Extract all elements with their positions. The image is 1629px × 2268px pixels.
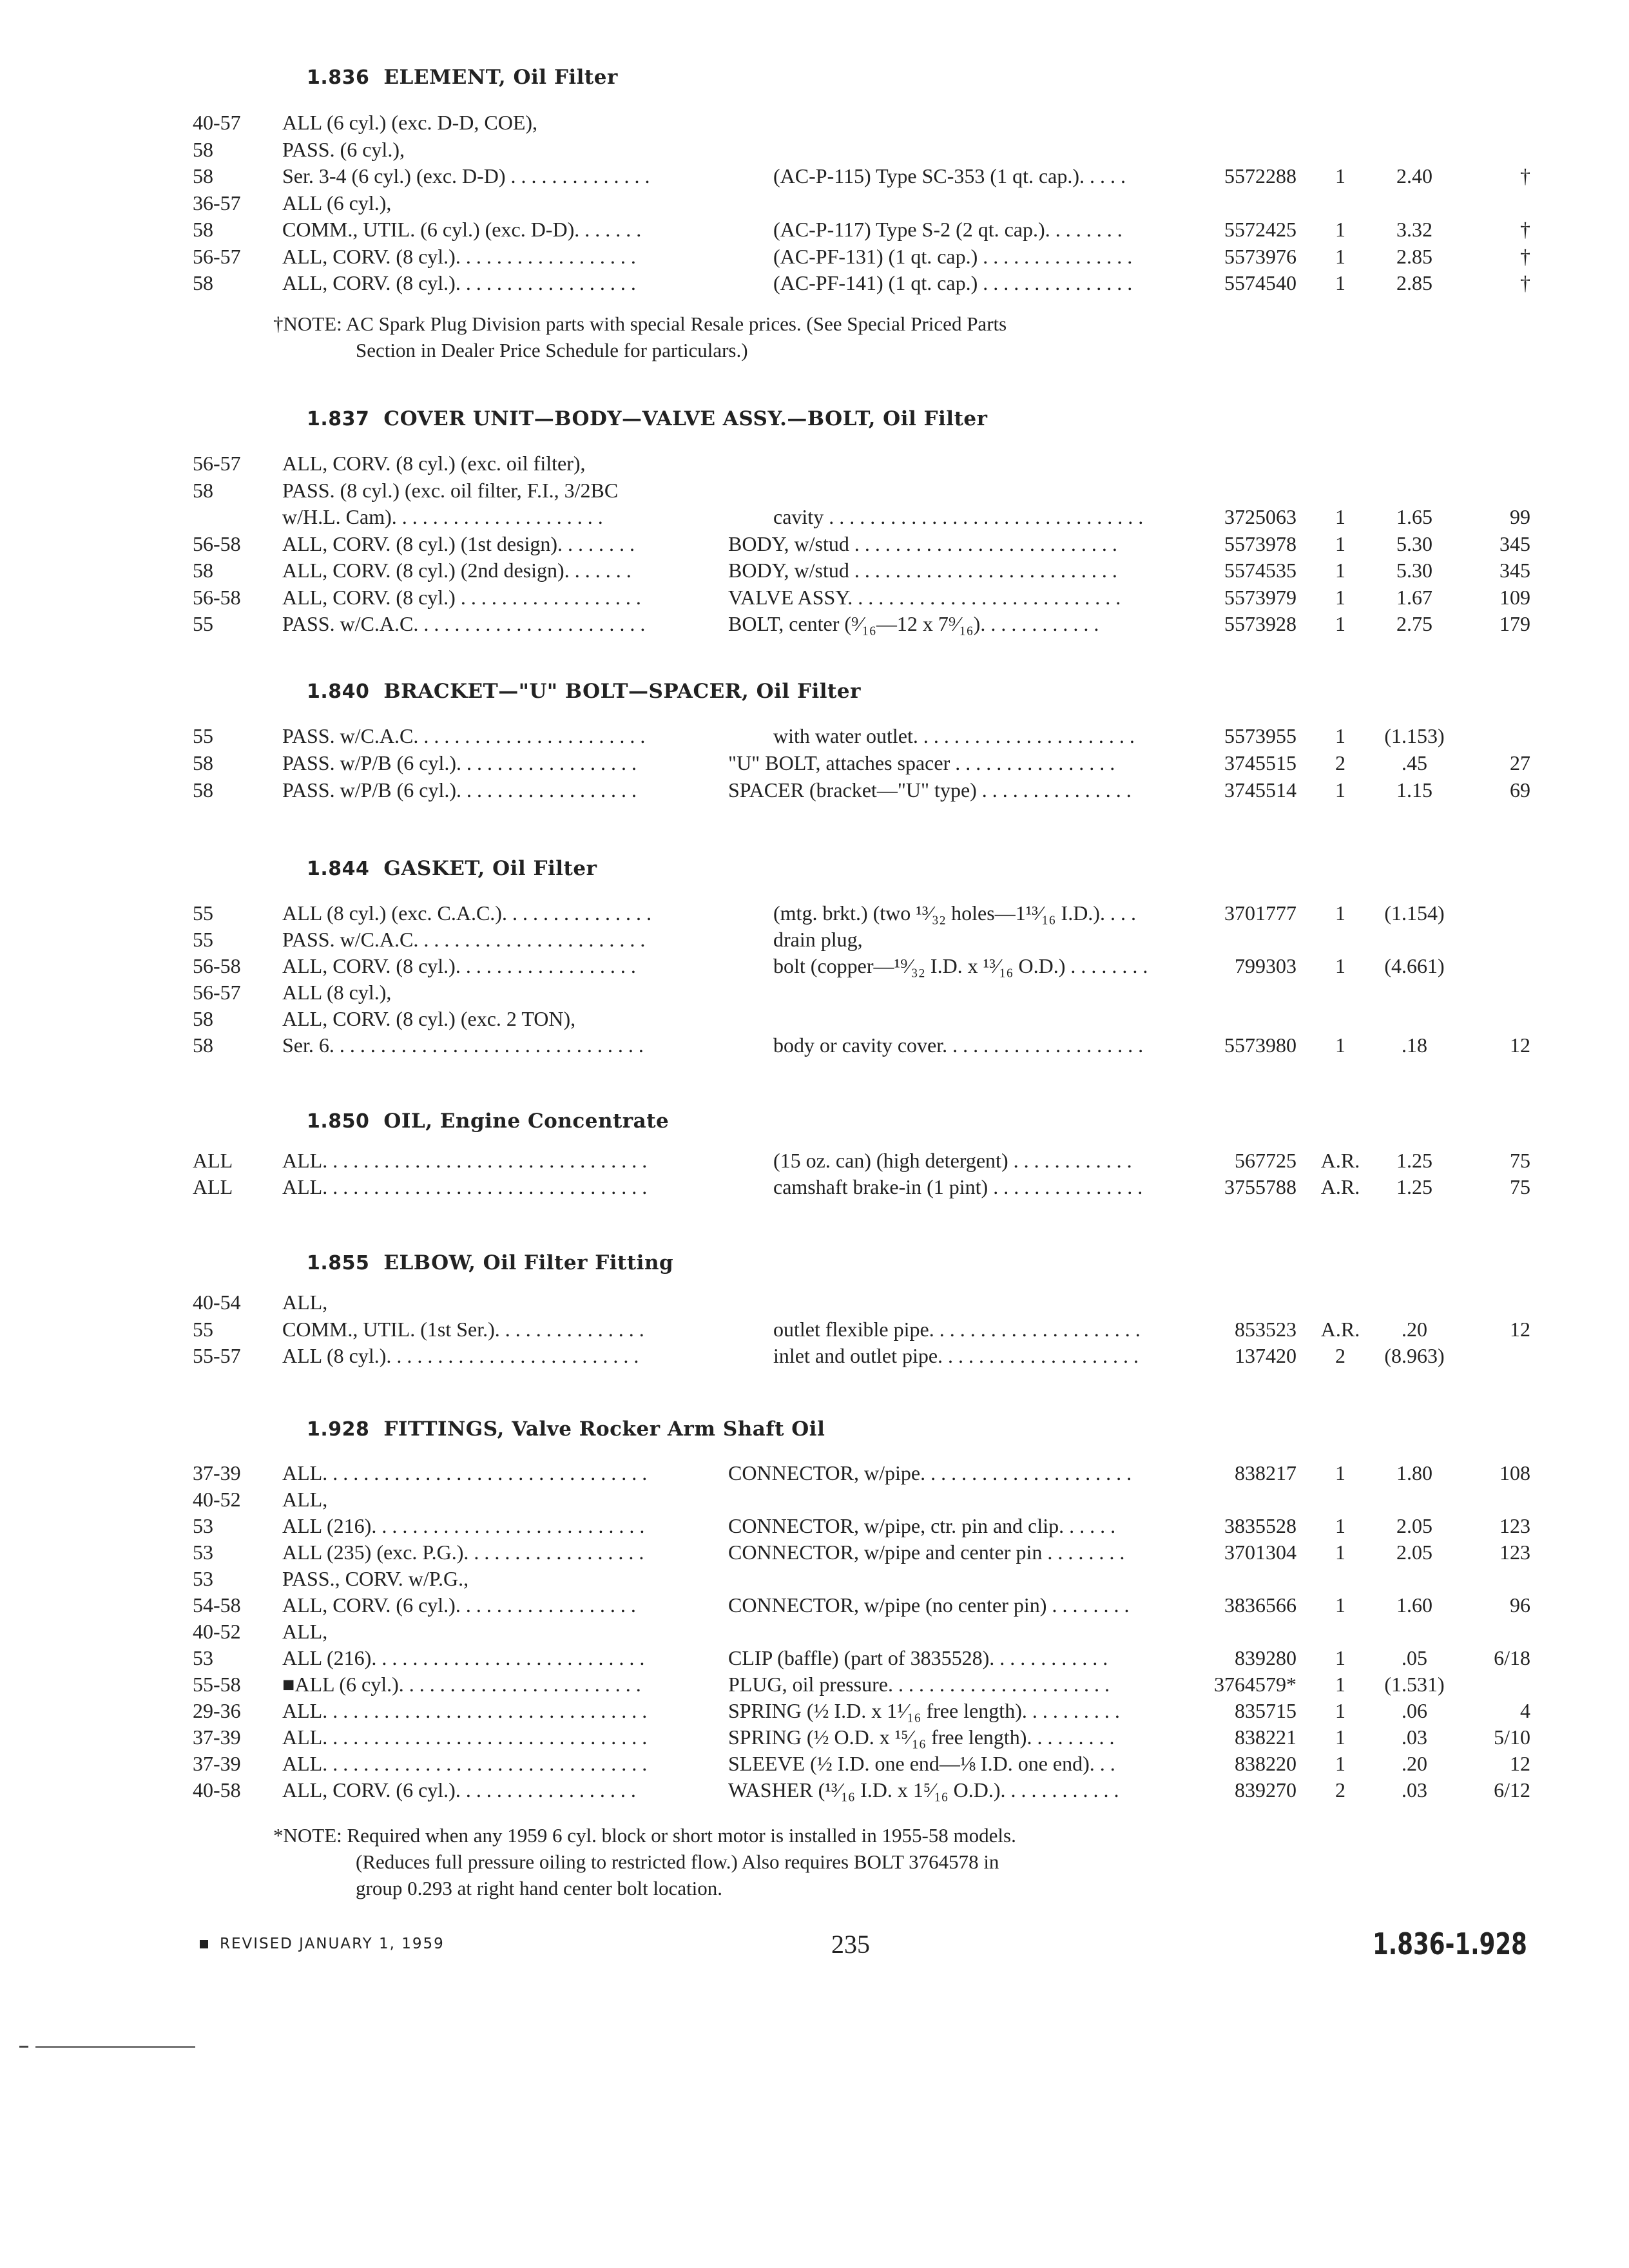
table-row [0,109,1629,136]
price-code: 99 [1510,505,1530,528]
part-description: SPRING (½ I.D. x 1¹⁄₁₆ free length). . . . . . . . . . [728,1699,1120,1722]
model-year: 58 [193,164,213,187]
part-description: PLUG, oil pressure. . . . . . . . . . . . . . . . . . . . . . [728,1673,1110,1696]
model-year: 55-58 [193,1673,241,1696]
part-description: (AC-PF-141) (1 qt. cap.) . . . . . . . . . . . . . . . [773,271,1133,294]
part-number: 835715 [1235,1699,1296,1722]
section-name: BRACKET—"U" BOLT—SPACER, Oil Filter [383,680,861,703]
part-description: (AC-P-117) Type S-2 (2 qt. cap.). . . . . . . . [773,218,1123,241]
model-year: 40-58 [193,1778,241,1802]
table-row [0,477,1629,504]
model-year: 58 [193,778,213,802]
section-number: 1.844 [307,858,370,880]
model-application: ALL (8 cyl.). . . . . . . . . . . . . . . . . . . . . . . . . [282,1344,639,1367]
part-description: SPACER (bracket—"U" type) . . . . . . . . . . . . . . . [728,778,1132,802]
model-application: ALL, [282,1620,328,1643]
table-row [0,952,1629,979]
section-note-line: group 0.293 at right hand center bolt location. [356,1877,723,1899]
model-year: 53 [193,1646,213,1669]
table-row [0,1565,1629,1592]
price-code: 96 [1510,1593,1530,1617]
quantity: 1 [1335,1593,1345,1617]
table-row [0,450,1629,477]
revised-square-icon [200,1940,208,1948]
price-code: 4 [1520,1699,1530,1722]
model-year: 56-57 [193,452,241,475]
table-row [0,1512,1629,1539]
quantity: 1 [1335,1033,1345,1057]
part-description: outlet flexible pipe. . . . . . . . . . . . . . . . . . . . . [773,1318,1141,1341]
table-row [0,1591,1629,1619]
part-description: CONNECTOR, w/pipe. . . . . . . . . . . . . . . . . . . . . [728,1461,1132,1485]
part-number: 3764579* [1214,1673,1296,1696]
price-code: 27 [1510,751,1530,774]
part-number: 839280 [1235,1646,1296,1669]
section-title [307,66,618,89]
list-price: 1.25 [1396,1175,1432,1198]
model-application: ALL, CORV. (6 cyl.). . . . . . . . . . . . . . . . . . [282,1593,636,1617]
quantity: A.R. [1320,1318,1360,1341]
model-application: PASS. (6 cyl.), [282,138,405,161]
table-row [0,1342,1629,1369]
part-number: 3836566 [1224,1593,1296,1617]
part-description: CONNECTOR, w/pipe (no center pin) . . . . . . . . [728,1593,1130,1617]
model-application: ■ALL (6 cyl.). . . . . . . . . . . . . . . . . . . . . . . . [282,1673,641,1696]
table-row [0,503,1629,530]
model-application: PASS. w/C.A.C. . . . . . . . . . . . . . . . . . . . . . . [282,928,646,951]
quantity: 1 [1335,901,1345,925]
model-application: ALL, CORV. (8 cyl.). . . . . . . . . . . . . . . . . . [282,954,636,977]
quantity: 1 [1335,559,1345,582]
list-price: 1.67 [1396,586,1432,609]
table-row [0,216,1629,243]
model-year: 40-54 [193,1291,241,1314]
quantity: 2 [1335,1344,1345,1367]
model-application: ALL, CORV. (8 cyl.) . . . . . . . . . . . . . . . . . . [282,586,641,609]
section-number: 1.850 [307,1110,370,1133]
model-year: 37-39 [193,1461,241,1485]
part-number: 853523 [1235,1318,1296,1341]
section-number: 1.836 [307,66,370,89]
price-code: 12 [1510,1752,1530,1775]
part-number: 5573955 [1224,724,1296,747]
price-code: 123 [1499,1541,1530,1564]
part-number: 5572425 [1224,218,1296,241]
model-year: 37-39 [193,1725,241,1749]
part-number: 838221 [1235,1725,1296,1749]
table-row [0,610,1629,637]
part-number: 838217 [1235,1461,1296,1485]
part-description: VALVE ASSY. . . . . . . . . . . . . . . . . . . . . . . . . . . [728,586,1121,609]
list-price: (1.531) [1384,1673,1445,1696]
section-title [307,407,987,430]
table-row [0,1005,1629,1032]
model-year: 36-57 [193,191,241,215]
part-number: 5573978 [1224,532,1296,555]
price-code: 108 [1499,1461,1530,1485]
list-price: .20 [1402,1318,1427,1341]
table-row [0,1671,1629,1698]
list-price: .45 [1402,751,1427,774]
model-application: PASS. w/C.A.C. . . . . . . . . . . . . . . . . . . . . . . [282,612,646,635]
quantity: 1 [1335,271,1345,294]
model-application: Ser. 3-4 (6 cyl.) (exc. D-D) . . . . . . . . . . . . . . [282,164,650,187]
model-year: 40-52 [193,1488,241,1511]
part-number: 3755788 [1224,1175,1296,1198]
part-description: with water outlet. . . . . . . . . . . . . . . . . . . . . . [773,724,1135,747]
quantity: 1 [1335,505,1345,528]
section-title [307,680,861,703]
table-row [0,1486,1629,1513]
model-application: PASS., CORV. w/P.G., [282,1567,469,1590]
model-year: 40-57 [193,111,241,134]
model-application: PASS. w/P/B (6 cyl.). . . . . . . . . . . . . . . . . . [282,751,637,774]
price-code: † [1520,164,1530,187]
list-price: (4.661) [1384,954,1445,977]
model-application: ALL (235) (exc. P.G.). . . . . . . . . . . . . . . . . . [282,1541,644,1564]
table-row [0,1618,1629,1645]
section-title [307,1418,825,1441]
part-description: drain plug, [773,928,863,951]
list-price: 1.80 [1396,1461,1432,1485]
section-number: 1.855 [307,1252,370,1274]
model-year: 37-39 [193,1752,241,1775]
price-code: † [1520,218,1530,241]
model-year: 56-58 [193,586,241,609]
price-code: 12 [1510,1318,1530,1341]
quantity: 1 [1335,1541,1345,1564]
table-row [0,189,1629,216]
section-title [307,1251,673,1274]
list-price: 2.05 [1396,1541,1432,1564]
price-code: 109 [1499,586,1530,609]
section-number: 1.837 [307,408,370,430]
quantity: 1 [1335,724,1345,747]
list-price: 1.15 [1396,778,1432,802]
part-number: 3701777 [1224,901,1296,925]
model-application: ALL (8 cyl.), [282,981,392,1004]
table-row [0,162,1629,189]
list-price: 5.30 [1396,532,1432,555]
part-description: BODY, w/stud . . . . . . . . . . . . . . . . . . . . . . . . . . [728,559,1117,582]
part-number: 137420 [1235,1344,1296,1367]
table-row [0,243,1629,270]
page-number: 235 [831,1930,870,1959]
quantity: 1 [1335,218,1345,241]
quantity: 1 [1335,1646,1345,1669]
list-price: (8.963) [1384,1344,1445,1367]
part-number: 838220 [1235,1752,1296,1775]
price-code: 69 [1510,778,1530,802]
part-number: 5574540 [1224,271,1296,294]
table-row [0,1173,1629,1200]
model-year: 55-57 [193,1344,241,1367]
model-year: 56-57 [193,981,241,1004]
model-year: 58 [193,751,213,774]
model-year: 55 [193,901,213,925]
model-application: ALL, CORV. (8 cyl.) (2nd design). . . . . . . [282,559,631,582]
quantity: 1 [1335,778,1345,802]
price-code: 345 [1499,532,1530,555]
list-price: .03 [1402,1725,1427,1749]
section-note-line: *NOTE: Required when any 1959 6 cyl. block or short motor is installed in 1955-58 models. [273,1824,1016,1847]
part-description: CLIP (baffle) (part of 3835528). . . . . . . . . . . . [728,1646,1108,1669]
model-application: w/H.L. Cam). . . . . . . . . . . . . . . . . . . . . [282,505,603,528]
part-description: cavity . . . . . . . . . . . . . . . . . . . . . . . . . . . . . . . [773,505,1144,528]
group-range: 1.836-1.928 [1373,1927,1527,1961]
list-price: 2.85 [1396,271,1432,294]
table-row [0,269,1629,296]
section-name: FITTINGS, Valve Rocker Arm Shaft Oil [383,1418,825,1441]
part-number: 3745514 [1224,778,1296,802]
quantity: 2 [1335,751,1345,774]
quantity: 1 [1335,164,1345,187]
quantity: 1 [1335,954,1345,977]
model-year: ALL [193,1149,233,1172]
model-year: 55 [193,724,213,747]
table-row [0,1697,1629,1724]
model-application: PASS. (8 cyl.) (exc. oil filter, F.I., 3/2BC [282,479,619,502]
model-year: 58 [193,1007,213,1030]
part-number: 3745515 [1224,751,1296,774]
part-number: 567725 [1235,1149,1296,1172]
model-application: ALL, CORV. (8 cyl.). . . . . . . . . . . . . . . . . . [282,271,636,294]
part-description: (mtg. brkt.) (two ¹³⁄₃₂ holes—1¹³⁄₁₆ I.D.). . . . [773,901,1136,925]
model-application: ALL, CORV. (6 cyl.). . . . . . . . . . . . . . . . . . [282,1778,636,1802]
quantity: 2 [1335,1778,1345,1802]
part-description: "U" BOLT, attaches spacer . . . . . . . . . . . . . . . . [728,751,1115,774]
list-price: 5.30 [1396,559,1432,582]
part-description: (AC-P-115) Type SC-353 (1 qt. cap.). . . . . [773,164,1126,187]
table-row [0,1724,1629,1751]
model-year: 58 [193,559,213,582]
model-year: 53 [193,1514,213,1537]
part-description: camshaft brake-in (1 pint) . . . . . . . . . . . . . . . [773,1175,1143,1198]
section-title [307,1110,669,1133]
table-row [0,1289,1629,1316]
model-year: 29-36 [193,1699,241,1722]
price-code: 75 [1510,1175,1530,1198]
part-number: 3701304 [1224,1541,1296,1564]
list-price: 2.40 [1396,164,1432,187]
model-application: Ser. 6. . . . . . . . . . . . . . . . . . . . . . . . . . . . . . . [282,1033,644,1057]
model-year: 40-52 [193,1620,241,1643]
list-price: 1.60 [1396,1593,1432,1617]
price-code: 12 [1510,1033,1530,1057]
table-row [0,1147,1629,1174]
quantity: A.R. [1320,1175,1360,1198]
part-number: 3725063 [1224,505,1296,528]
quantity: 1 [1335,245,1345,268]
part-number: 5574535 [1224,559,1296,582]
model-application: ALL (6 cyl.) (exc. D-D, COE), [282,111,538,134]
table-row [0,136,1629,163]
part-number: 839270 [1235,1778,1296,1802]
part-description: BODY, w/stud . . . . . . . . . . . . . . . . . . . . . . . . . . [728,532,1117,555]
model-year: 58 [193,479,213,502]
table-row [0,530,1629,557]
price-code: 179 [1499,612,1530,635]
list-price: .03 [1402,1778,1427,1802]
table-row [0,979,1629,1006]
table-row [0,899,1629,927]
model-application: COMM., UTIL. (6 cyl.) (exc. D-D). . . . . . . [282,218,642,241]
list-price: .20 [1402,1752,1427,1775]
section-name: OIL, Engine Concentrate [383,1110,670,1133]
list-price: (1.153) [1384,724,1445,747]
margin-mark [19,2046,28,2048]
quantity: 1 [1335,1673,1345,1696]
part-number: 799303 [1235,954,1296,977]
model-application: ALL, [282,1488,328,1511]
model-year: 58 [193,138,213,161]
part-number: 3835528 [1224,1514,1296,1537]
price-code: 345 [1499,559,1530,582]
part-description: CONNECTOR, w/pipe and center pin . . . . . . . . [728,1541,1125,1564]
model-application: ALL. . . . . . . . . . . . . . . . . . . . . . . . . . . . . . . . [282,1461,648,1485]
section-note-line: (Reduces full pressure oiling to restricted flow.) Also requires BOLT 3764578 in [356,1850,999,1873]
table-row [0,1459,1629,1486]
model-application: ALL. . . . . . . . . . . . . . . . . . . . . . . . . . . . . . . . [282,1725,648,1749]
part-number: 5573976 [1224,245,1296,268]
model-application: ALL (216). . . . . . . . . . . . . . . . . . . . . . . . . . . [282,1646,645,1669]
model-year: 56-57 [193,245,241,268]
model-application: ALL, CORV. (8 cyl.) (exc. oil filter), [282,452,586,475]
list-price: (1.154) [1384,901,1445,925]
list-price: .06 [1402,1699,1427,1722]
revised-footer [200,1936,445,1952]
model-year: 56-58 [193,532,241,555]
model-application: ALL. . . . . . . . . . . . . . . . . . . . . . . . . . . . . . . . [282,1175,648,1198]
part-description: WASHER (¹³⁄₁₆ I.D. x 1⁵⁄₁₆ O.D.). . . . . . . . . . . . [728,1778,1119,1802]
price-code: 75 [1510,1149,1530,1172]
price-code: 6/12 [1494,1778,1530,1802]
price-code: † [1520,245,1530,268]
price-code: 6/18 [1494,1646,1530,1669]
section-note-line: †NOTE: AC Spark Plug Division parts with special Resale prices. (See Special Priced Parts [273,312,1007,335]
list-price: .18 [1402,1033,1427,1057]
table-row [0,1750,1629,1777]
section-number: 1.840 [307,680,370,703]
part-number: 5573928 [1224,612,1296,635]
model-year: 58 [193,271,213,294]
model-application: ALL, [282,1291,328,1314]
model-application: ALL (8 cyl.) (exc. C.A.C.). . . . . . . . . . . . . . . [282,901,651,925]
list-price: 3.32 [1396,218,1432,241]
part-description: (AC-PF-131) (1 qt. cap.) . . . . . . . . . . . . . . . [773,245,1133,268]
model-year: 53 [193,1567,213,1590]
model-year: 55 [193,612,213,635]
section-number: 1.928 [307,1418,370,1441]
model-application: ALL (216). . . . . . . . . . . . . . . . . . . . . . . . . . . [282,1514,645,1537]
model-application: ALL, CORV. (8 cyl.) (exc. 2 TON), [282,1007,576,1030]
part-description: body or cavity cover. . . . . . . . . . . . . . . . . . . . [773,1033,1144,1057]
table-row [0,749,1629,776]
model-year: ALL [193,1175,233,1198]
section-name: COVER UNIT—BODY—VALVE ASSY.—BOLT, Oil Filter [383,407,988,430]
part-description: SLEEVE (½ I.D. one end—⅛ I.D. one end). . . [728,1752,1115,1775]
model-application: PASS. w/P/B (6 cyl.). . . . . . . . . . . . . . . . . . [282,778,637,802]
model-application: ALL (6 cyl.), [282,191,392,215]
part-number: 5572288 [1224,164,1296,187]
model-year: 55 [193,1318,213,1341]
table-row [0,1539,1629,1566]
part-number: 5573980 [1224,1033,1296,1057]
section-name: ELBOW, Oil Filter Fitting [383,1251,674,1274]
list-price: 2.05 [1396,1514,1432,1537]
model-application: COMM., UTIL. (1st Ser.). . . . . . . . . . . . . . . [282,1318,644,1341]
price-code: 5/10 [1494,1725,1530,1749]
section-name: ELEMENT, Oil Filter [383,66,618,89]
model-year: 53 [193,1541,213,1564]
quantity: 1 [1335,1699,1345,1722]
section-name: GASKET, Oil Filter [383,857,597,880]
model-year: 58 [193,1033,213,1057]
revised-date: REVISED JANUARY 1, 1959 [220,1936,445,1952]
quantity: 1 [1335,532,1345,555]
part-description: bolt (copper—¹⁹⁄₃₂ I.D. x ¹³⁄₁₆ O.D.) . . . . . . . . [773,954,1148,977]
model-application: ALL. . . . . . . . . . . . . . . . . . . . . . . . . . . . . . . . [282,1699,648,1722]
quantity: 1 [1335,1461,1345,1485]
list-price: .05 [1402,1646,1427,1669]
list-price: 2.75 [1396,612,1432,635]
list-price: 1.65 [1396,505,1432,528]
table-row [0,1032,1629,1059]
table-row [0,1644,1629,1671]
model-year: 55 [193,928,213,951]
quantity: 1 [1335,586,1345,609]
price-code: 123 [1499,1514,1530,1537]
margin-rule [35,2046,195,2048]
table-row [0,557,1629,584]
part-description: BOLT, center (⁹⁄₁₆—12 x 7⁹⁄₁₆). . . . . . . . . . . . [728,612,1099,635]
quantity: A.R. [1320,1149,1360,1172]
quantity: 1 [1335,1514,1345,1537]
list-price: 2.85 [1396,245,1432,268]
section-title [307,857,597,880]
part-description: CONNECTOR, w/pipe, ctr. pin and clip. . . . . . [728,1514,1116,1537]
model-application: ALL, CORV. (8 cyl.). . . . . . . . . . . . . . . . . . [282,245,636,268]
list-price: 1.25 [1396,1149,1432,1172]
part-description: (15 oz. can) (high detergent) . . . . . . . . . . . . [773,1149,1132,1172]
model-year: 58 [193,218,213,241]
price-code: † [1520,271,1530,294]
quantity: 1 [1335,1752,1345,1775]
section-note-line: Section in Dealer Price Schedule for particulars.) [356,339,748,361]
table-row [0,776,1629,803]
table-row [0,722,1629,749]
model-year: 56-58 [193,954,241,977]
model-application: PASS. w/C.A.C. . . . . . . . . . . . . . . . . . . . . . . [282,724,646,747]
part-description: SPRING (½ O.D. x ¹⁵⁄₁₆ free length). . . . . . . . . [728,1725,1115,1749]
part-number: 5573979 [1224,586,1296,609]
table-row [0,1776,1629,1803]
table-row [0,584,1629,611]
model-application: ALL. . . . . . . . . . . . . . . . . . . . . . . . . . . . . . . . [282,1149,648,1172]
part-description: inlet and outlet pipe. . . . . . . . . . . . . . . . . . . . [773,1344,1139,1367]
quantity: 1 [1335,612,1345,635]
model-year: 54-58 [193,1593,241,1617]
quantity: 1 [1335,1725,1345,1749]
model-application: ALL. . . . . . . . . . . . . . . . . . . . . . . . . . . . . . . . [282,1752,648,1775]
table-row [0,926,1629,953]
model-application: ALL, CORV. (8 cyl.) (1st design). . . . . . . . [282,532,635,555]
table-row [0,1316,1629,1343]
